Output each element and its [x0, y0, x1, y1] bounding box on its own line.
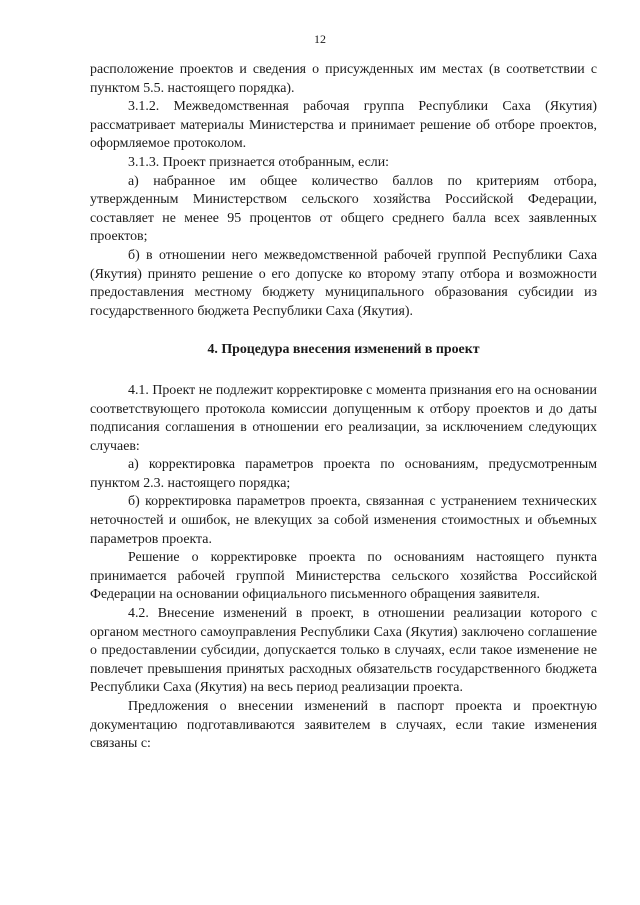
paragraph-4-2: 4.2. Внесение изменений в проект, в отношении реализации которого с органом местного самоуправления Республики Саха (Якутия) заключено соглашение о предоставлении субсидии, допускается только в случаях, если такое изменение не повлечет превышения принятых расходных обязательств государственного бюджета Республики Саха (Якутия) на весь период реализации проекта.	[90, 606, 597, 696]
paragraph-4-1: 4.1. Проект не подлежит корректировке с момента признания его на основании соответствующего протокола комиссии допущенным к отбору проектов и до даты подписания соглашения в отношении его реализации, за исключением следующих случаев:	[90, 382, 597, 454]
paragraph-3-1-3: 3.1.3. Проект признается отобранным, если:	[128, 154, 390, 170]
paragraph-4-2-proposals: Предложения о внесении изменений в паспорт проекта и проектную документацию подготавливаются заявителем в случаях, если такие изменения связаны с:	[90, 699, 597, 752]
page-number: 12	[314, 32, 326, 46]
paragraph-4-1-a: а) корректировка параметров проекта по основаниям, предусмотренным пунктом 2.3. настоящего порядка;	[90, 457, 597, 491]
paragraph-3-1-2: 3.1.2. Межведомственная рабочая группа Республики Саха (Якутия) рассматривает материалы Министерства и принимает решение об отборе проектов, оформляемое протоколом.	[90, 99, 597, 152]
document-body	[90, 61, 597, 754]
paragraph-4-1-decision: Решение о корректировке проекта по основаниям настоящего пункта принимается рабочей группой Министерства сельского хозяйства Российской Федерации на основании официального письменного обращения заявителя.	[90, 550, 597, 603]
paragraph-4-1-b: б) корректировка параметров проекта, связанная с устранением технических неточностей и ошибок, не влекущих за собой изменения стоимостных и объемных параметров проекта.	[90, 494, 597, 547]
paragraph-3-1-3-b: б) в отношении него межведомственной рабочей группой Республики Саха (Якутия) принято решение о его допуске ко второму этапу отбора и возможности предоставления местному бюджету муниципального образования субсидии из государственного бюджета Республики Саха (Якутия).	[90, 247, 597, 319]
section-heading: 4. Процедура внесения изменений в проект	[207, 342, 480, 358]
paragraph-continuation: расположение проектов и сведения о присужденных им местах (в соответствии с пунктом 5.5. настоящего порядка).	[90, 62, 597, 96]
paragraph-3-1-3-a: а) набранное им общее количество баллов по критериям отбора, утвержденным Министерством сельского хозяйства Российской Федерации, составляет не менее 95 процентов от общего среднего балла всех заявленных проектов;	[90, 173, 597, 245]
